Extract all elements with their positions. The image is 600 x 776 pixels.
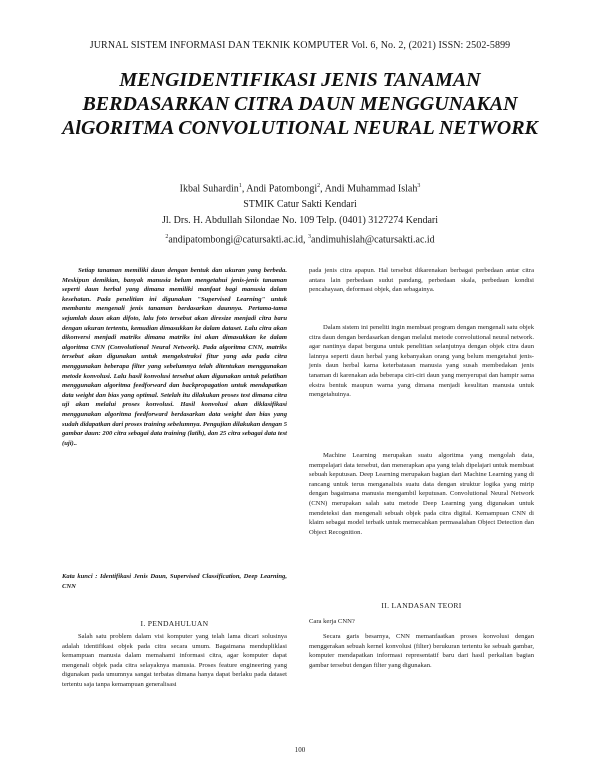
abstract-text: Setiap tanaman memiliki daun dengan bentuk dan ukuran yang berbeda. Meskipun demikian, banyak manusia belum mengetahui jenis-jenis tanaman seperti daun herbal yang dimana memiliki manfaat bagi manusia dalam kesehatan. Pada penelitian ini digunakan "Supervised Learning" untuk membantu mengenali jenis tanaman berdasarkan daunnya. Pertama-tama sejumlah daun akan difoto, lalu foto tersebut akan diresize menjadi citra baru dengan ukuran tertentu, kemudian dimasukkan ke dalam dataset. Lalu citra akan dikonversi menjadi matriks dimana matriks ini akan dimasukkan ke dalam algoritma CNN (Convolutional Neural Network). Pada algoritma CNN, matriks tersebut akan digunakan untuk mengekstraksi fitur yang ada pada citra menggunakan beberapa filter yang sebelumnya telah ditentukan menggunakan metode konvolusi. Lalu hasil konvolusi tersebut akan digunakan untuk pelatihan menggunakan algoritma feedforward dan backpropagation untuk mendapatkan data weight dan bias yang optimal. Setelah itu dilakukan proses test dimana citra uji akan melalui proses konvolusi. Hasil konvolusi akan diklasifikasi menggunakan algoritma feedforward berdasarkan data weight dan bias yang sudah didapatkan dari proses training sebelumnya. Pengujian dilakukan dengan 5 gambar daun: 200 citra sebagai data training (latih), dan 25 citra sebagai data test (uji).. [62,267,287,447]
subheading-cara-kerja-cnn [309,617,534,627]
affiliation: STMIK Catur Sakti Kendari [243,199,357,211]
author-3: Andi Muhammad Islah [324,183,418,195]
email-separator: , [303,234,309,246]
email-1[interactable]: andipatombongi@catursakti.ac.id [168,234,304,246]
introduction-paragraph: Salah satu problem dalam visi komputer yang telah lama dicari solusinya adalah identifikasi objek pada citra secara umum. Bagaimana mendupliklasi kemampuan manusia dalam memahami informasi citra, agar komputer dapat mengenali objek pada citra selayaknya manusia. Proses feature engineering yang digunakan pada umumnya sangat terbatas dimana hanya dapat berlaku pada dataset tertentu saja tanpa kemampuan generalisasi [62,633,287,688]
paper-title: MENGIDENTIFIKASI JENIS TANAMAN BERDASARKAN CITRA DAUN MENGGUNAKAN AlGORITMA CONVOLUTIONAL NEURAL NETWORK [62,69,538,139]
page-number: 100 [294,746,306,754]
address: Jl. Drs. H. Abdullah Silondae No. 109 Telp. (0401) 3127274 Kendari [161,215,439,227]
right-paragraph-3 [309,451,534,537]
keywords [62,572,287,591]
author-2-affil: 2 [317,183,321,189]
right-paragraph-2 [309,323,534,400]
section-heading-introduction: I. PENDAHULUAN [140,619,209,628]
author-separator: , [320,183,325,195]
introduction-body [62,632,287,690]
right-paragraph-4 [309,632,534,670]
keywords-text: Kata kunci : Identifikasi Jenis Daun, Supervised Classification, Deep Learning, CNN [62,573,287,590]
email-2-affil: 3 [308,234,312,241]
author-separator: , [241,183,247,195]
author-2: Andi Patombongi [246,183,318,195]
author-1: Ikbal Suhardin [179,183,239,195]
right-paragraph-1 [309,266,534,295]
author-names [60,178,540,197]
abstract [62,266,287,448]
paragraph: Dalam sistem ini peneliti ingin membuat program dengan mengenali satu objek citra daun dengan berdasarkan dengan melalui metode convolutional neural network. agar nantinya dapat berguna untuk penelitian selanjutnya dengan objek citra daun lainnya seperti daun herbal yang kebanyakan orang yang belum mengetahui jenis-jenis daun herbal karna keterbatasan manusia yang susah membedakan jenis tanaman di karenakan ada beberapa ciri-ciri daun yang menyerupai dan hampir sama ekstra bentuk maupun warna yang dimana menjadi kesulitan manusia untuk mengetahuinya. [309,324,534,399]
paragraph: Machine Learning merupakan suatu algoritma yang mengolah data, mempelajari data tersebut, dan menerapkan apa yang telah dipelajari untuk membuat sebuah keputusan. Deep Learning merupakan bagian dari Machine Learning yang di rancang untuk terus menganalisis suatu data dengan struktur logika yang mirip dengan bagaimana manusia mengambil keputusan. Convolutional Neural Network (CNN) merupakan salah satu metode Deep Learning yang digunakan untuk mendeteksi dan mengenali sebuah objek pada citra digital. Kemampuan CNN di klaim sebagai model terbaik untuk memecahkan permasalahan Object Detection dan Object Recognition. [309,452,534,536]
subheading-text: Cara kerja CNN? [309,618,355,625]
author-1-affil: 1 [238,183,242,189]
email-2[interactable]: andimuhislah@catursakti.ac.id [311,234,435,246]
email-1-affil: 2 [165,234,169,241]
author-block [60,178,540,249]
author-3-affil: 3 [417,183,421,189]
section-heading-landasan-teori: II. LANDASAN TEORI [381,601,462,610]
journal-header: JURNAL SISTEM INFORMASI DAN TEKNIK KOMPUTER Vol. 6, No. 2, (2021) ISSN: 2502-5899 [89,40,511,51]
paragraph: Secara garis besarnya, CNN memanfaatkan proses konvolusi dengan menggerakan sebuah kernel konvolusi (filter) berukuran tertentu ke sebuah gambar, komputer mendapatkan informasi representatif baru dari hasil perkalian bagian gambar tersebut dengan filter yang digunakan. [309,633,534,669]
paragraph: pada jenis citra apapun. Hal tersebut dikarenakan berbagai perbedaan antar citra antara lain perbedaan sudut pandang, perbedaan skala, perbedaan kondisi pencahayaan, deformasi objek, dan sebagainya. [309,267,534,294]
emails [60,229,540,248]
